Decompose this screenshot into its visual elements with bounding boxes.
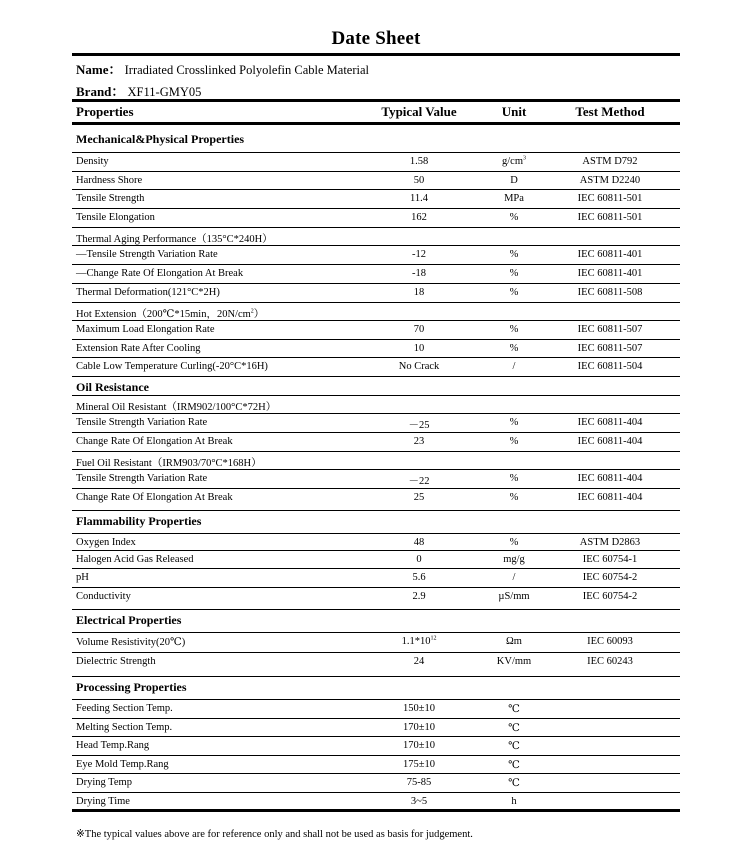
section-header (72, 510, 680, 533)
section-title: Electrical Properties (76, 613, 182, 627)
typical-value-text: －22 (408, 476, 430, 487)
test-method: IEC 60811-504 (577, 361, 643, 372)
table-row (72, 550, 680, 568)
typical-value-text: 24 (413, 656, 425, 667)
unit-text: ℃ (508, 760, 520, 771)
property-name: Drying Time (76, 796, 130, 807)
test-method: IEC 60811-507 (577, 343, 643, 354)
unit (472, 343, 556, 354)
unit (472, 361, 556, 372)
test-method: IEC 60754-2 (582, 591, 638, 602)
unit (472, 656, 556, 667)
section-header (72, 129, 680, 152)
unit (472, 287, 556, 298)
typical-value (372, 796, 466, 807)
property-name: Oxygen Index (76, 537, 136, 548)
subgroup-label-text: Hot Extension（200℃*15min，20N/cm (76, 309, 251, 320)
property-name: Halogen Acid Gas Released (76, 554, 194, 565)
unit (472, 473, 556, 484)
unit-text: % (509, 324, 519, 335)
typical-value-text: 50 (413, 175, 425, 186)
table-row (72, 587, 680, 606)
table-row (72, 413, 680, 432)
table-row (72, 189, 680, 208)
typical-value-text: No Crack (398, 361, 440, 372)
unit (472, 175, 556, 186)
material-brand (76, 81, 201, 100)
typical-value (372, 492, 466, 503)
typical-value (372, 473, 466, 488)
typical-value-text: 1.1*10 (401, 636, 431, 647)
property-name: Feeding Section Temp. (76, 703, 173, 714)
subgroup-label (76, 455, 262, 470)
subgroup-label-tail: ） (253, 309, 265, 320)
table-row (72, 469, 680, 488)
property-name: Hardness Shore (76, 175, 143, 186)
test-method: IEC 60811-404 (577, 417, 643, 428)
unit-text: µS/mm (498, 591, 530, 602)
property-name: Maximum Load Elongation Rate (76, 324, 215, 335)
table-row (72, 320, 680, 339)
footnote: ※The typical values above are for reference only and shall not be used as basis for judgement. (76, 829, 473, 840)
property-name: Thermal Deformation(121°C*2H) (76, 287, 220, 298)
typical-value (372, 175, 466, 186)
subgroup-label (76, 306, 264, 321)
table-row (72, 488, 680, 507)
subgroup-label (76, 399, 276, 414)
unit-text: ℃ (508, 704, 520, 715)
subgroup-label-text: Fuel Oil Resistant（IRM903/70°C*168H） (76, 458, 262, 469)
typical-value (372, 656, 466, 667)
property-name: —Change Rate Of Elongation At Break (76, 268, 244, 279)
unit (472, 324, 556, 335)
unit-text: mg/g (503, 554, 525, 565)
property-name: Dielectric Strength (76, 656, 156, 667)
superscript: 2 (250, 308, 254, 315)
unit-text: D (510, 175, 518, 186)
test-method: IEC 60811-404 (577, 473, 643, 484)
property-name: Change Rate Of Elongation At Break (76, 436, 233, 447)
typical-value-text: 18 (413, 287, 425, 298)
unit-text: % (509, 268, 519, 279)
unit (472, 249, 556, 260)
property-name: —Tensile Strength Variation Rate (76, 249, 218, 260)
property-name: Density (76, 156, 109, 167)
section-title: Oil Resistance (76, 380, 149, 394)
typical-value-text: -18 (412, 268, 426, 279)
unit (472, 572, 556, 583)
unit (472, 740, 556, 752)
test-method: IEC 60811-404 (577, 436, 643, 447)
typical-value-text: 162 (411, 212, 427, 223)
table-row (72, 357, 680, 376)
typical-value-text: 70 (413, 324, 425, 335)
unit-text: g/cm (502, 156, 523, 167)
typical-value (372, 343, 466, 354)
table-row (72, 736, 680, 755)
property-name: Tensile Strength Variation Rate (76, 417, 208, 428)
typical-value-text: －25 (408, 420, 430, 431)
property-name: Eye Mold Temp.Rang (76, 759, 169, 770)
unit-text: % (509, 492, 519, 503)
unit (472, 554, 556, 565)
typical-value-text: 170±10 (402, 740, 435, 751)
table-row (72, 632, 680, 652)
unit-text: MPa (504, 193, 524, 204)
superscript: 3 (523, 155, 526, 162)
typical-value (372, 722, 466, 733)
test-method: IEC 60243 (587, 656, 633, 667)
typical-value (372, 703, 466, 714)
typical-value (372, 777, 466, 788)
unit-text: % (509, 249, 519, 260)
subgroup-label-text: Mineral Oil Resistant（IRM902/100°C*72H） (76, 402, 277, 413)
property-name: Conductivity (76, 591, 131, 602)
test-method: IEC 60811-404 (577, 492, 643, 503)
table-row (72, 533, 680, 550)
typical-value-text: 48 (413, 537, 425, 548)
unit-text: ℃ (508, 723, 520, 734)
superscript: 12 (430, 635, 437, 642)
typical-value (372, 759, 466, 770)
unit-text: % (509, 417, 519, 428)
subgroup-row (72, 302, 680, 320)
table-row (72, 208, 680, 227)
unit (472, 722, 556, 734)
section-title: Mechanical&Physical Properties (76, 132, 245, 146)
typical-value-text: 25 (413, 492, 425, 503)
test-method: IEC 60811-507 (577, 324, 643, 335)
unit (472, 417, 556, 428)
typical-value (372, 436, 466, 447)
typical-value-text: 150±10 (402, 703, 435, 714)
unit-text: / (512, 361, 516, 372)
typical-value (372, 268, 466, 279)
divider (72, 809, 680, 812)
unit (472, 268, 556, 279)
unit (472, 796, 556, 807)
test-method: IEC 60811-508 (577, 287, 643, 298)
unit (472, 703, 556, 715)
typical-value (372, 193, 466, 204)
test-method: IEC 60811-401 (577, 249, 643, 260)
section-header (72, 609, 680, 632)
property-name: Melting Section Temp. (76, 722, 173, 733)
test-method: ASTM D2863 (579, 537, 641, 548)
typical-value (372, 554, 466, 565)
column-header-typical-value: Typical Value (381, 104, 457, 119)
table-row (72, 755, 680, 773)
typical-value (372, 591, 466, 602)
property-name: Volume Resistivity(20℃) (76, 637, 186, 648)
table-row (72, 152, 680, 171)
typical-value (372, 156, 466, 167)
divider (72, 122, 680, 125)
unit-text: % (509, 436, 519, 447)
typical-value-text: 0 (416, 554, 422, 565)
typical-value-text: -12 (412, 249, 426, 260)
test-method: IEC 60811-501 (577, 193, 643, 204)
typical-value-text: 10 (413, 343, 425, 354)
table-row (72, 432, 680, 451)
unit (472, 537, 556, 548)
property-name: Change Rate Of Elongation At Break (76, 492, 233, 503)
page-title: Date Sheet (331, 28, 421, 49)
divider (72, 99, 680, 102)
typical-value-text: 175±10 (402, 759, 435, 770)
material-name (76, 59, 369, 78)
test-method: ASTM D2240 (579, 175, 641, 186)
typical-value (372, 636, 466, 647)
column-header-unit: Unit (501, 104, 527, 119)
brand-value: XF11-GMY05 (127, 85, 202, 99)
section-title: Flammability Properties (76, 514, 202, 528)
unit-text: % (509, 287, 519, 298)
unit (472, 759, 556, 771)
table-row (72, 773, 680, 792)
column-header-properties: Properties (76, 104, 134, 119)
table-row (72, 264, 680, 283)
typical-value (372, 417, 466, 432)
typical-value-text: 11.4 (410, 193, 428, 204)
subgroup-label-text: Thermal Aging Performance（135°C*240H） (76, 234, 273, 245)
property-name: Cable Low Temperature Curling(-20°C*16H) (76, 361, 268, 372)
table-row (72, 283, 680, 302)
unit-text: h (511, 796, 517, 807)
property-name: Head Temp.Rang (76, 740, 150, 751)
test-method: IEC 60093 (587, 636, 633, 647)
typical-value-text: 1.58 (409, 156, 429, 167)
typical-value (372, 537, 466, 548)
typical-value (372, 212, 466, 223)
unit-text: ℃ (508, 741, 520, 752)
unit-text: Ωm (506, 636, 522, 647)
typical-value (372, 324, 466, 335)
typical-value (372, 740, 466, 751)
divider (72, 53, 680, 56)
subgroup-label (76, 231, 273, 246)
unit (472, 156, 556, 167)
typical-value-text: 3~5 (410, 796, 428, 807)
name-value: Irradiated Crosslinked Polyolefin Cable Material (124, 63, 370, 77)
unit (472, 436, 556, 447)
test-method: IEC 60754-1 (582, 554, 638, 565)
column-header-test-method: Test Method (575, 104, 645, 119)
section-header (72, 376, 680, 395)
typical-value (372, 361, 466, 372)
property-name: Drying Temp (76, 777, 132, 788)
property-name: Tensile Strength Variation Rate (76, 473, 208, 484)
typical-value-text: 5.6 (412, 572, 426, 583)
unit (472, 212, 556, 223)
unit (472, 193, 556, 204)
name-label: Name： (76, 62, 122, 77)
typical-value (372, 287, 466, 298)
typical-value-text: 75-85 (406, 777, 432, 788)
table-row (72, 718, 680, 736)
unit (472, 492, 556, 503)
unit-text: % (509, 473, 519, 484)
test-method: IEC 60811-501 (577, 212, 643, 223)
unit-text: KV/mm (496, 656, 532, 667)
unit-text: ℃ (508, 778, 520, 789)
property-name: Extension Rate After Cooling (76, 343, 201, 354)
table-row (72, 792, 680, 809)
table-row (72, 652, 680, 672)
test-method: IEC 60811-401 (577, 268, 643, 279)
property-name: Tensile Strength (76, 193, 145, 204)
test-method: ASTM D792 (582, 156, 638, 167)
table-row (72, 245, 680, 264)
typical-value (372, 249, 466, 260)
unit (472, 636, 556, 647)
typical-value-text: 2.9 (412, 591, 426, 602)
unit-text: % (509, 343, 519, 354)
subgroup-row (72, 395, 680, 413)
table-row (72, 699, 680, 718)
table-row (72, 171, 680, 189)
unit-text: / (512, 572, 516, 583)
section-header (72, 676, 680, 699)
subgroup-row (72, 227, 680, 245)
typical-value-text: 170±10 (402, 722, 435, 733)
unit (472, 777, 556, 789)
subgroup-row (72, 451, 680, 469)
table-row (72, 568, 680, 587)
typical-value-text: 23 (413, 436, 425, 447)
typical-value (372, 572, 466, 583)
unit-text: % (509, 212, 519, 223)
section-title: Processing Properties (76, 680, 187, 694)
table-row (72, 339, 680, 357)
property-name: pH (76, 572, 89, 583)
unit-text: % (509, 537, 519, 548)
property-name: Tensile Elongation (76, 212, 155, 223)
brand-label: Brand： (76, 84, 125, 99)
test-method: IEC 60754-2 (582, 572, 638, 583)
unit (472, 591, 556, 602)
